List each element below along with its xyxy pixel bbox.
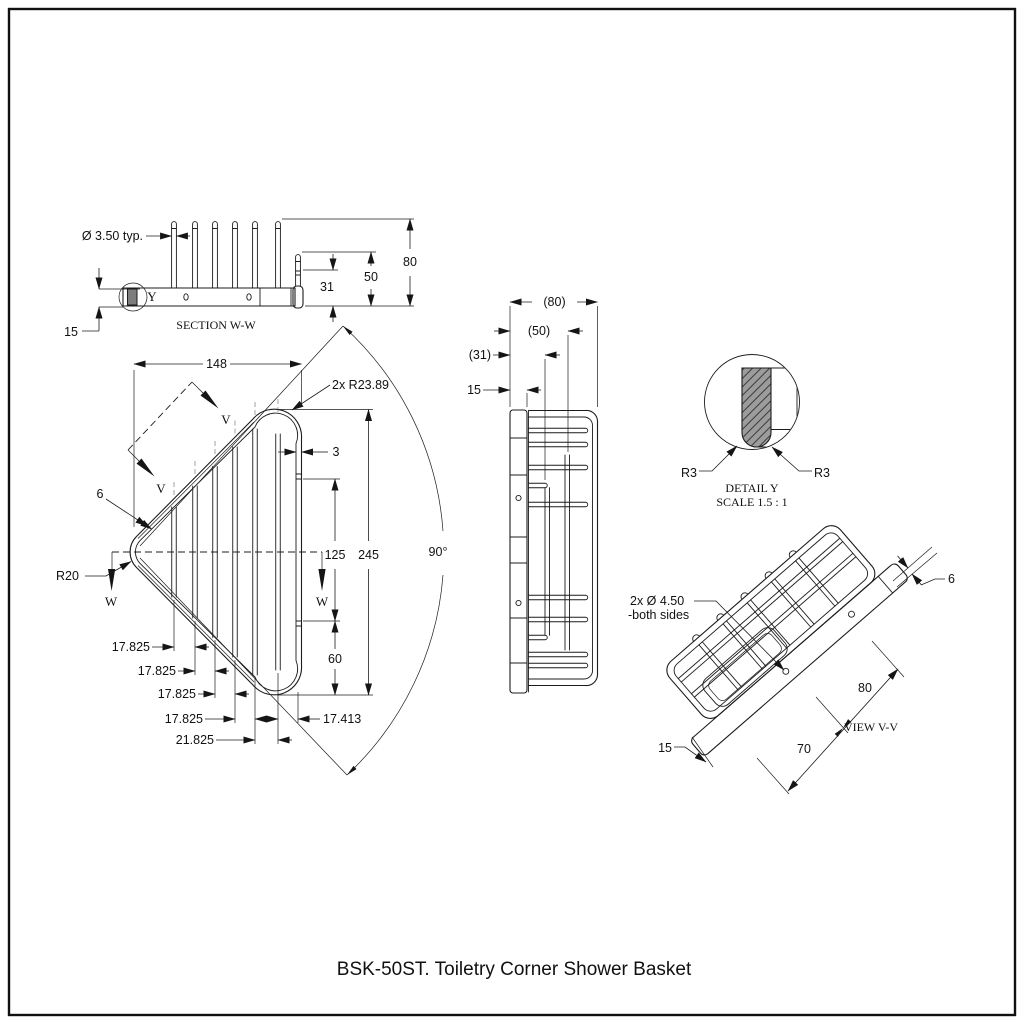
dim-60: 60: [328, 652, 342, 666]
dim-r3-right: R3: [814, 466, 830, 480]
dim-height-80: 80: [403, 255, 417, 269]
vv-holes-note-line2: -both sides: [628, 608, 690, 622]
dim-width-148: 148: [206, 357, 227, 371]
dim-end-spacing: 17.413: [323, 712, 362, 726]
section-ww-caption: SECTION W-W: [176, 318, 256, 332]
dim-r3-left: R3: [681, 466, 697, 480]
sheet-border: [9, 9, 1015, 1015]
dim-tube-6: 6: [96, 487, 104, 501]
detail-y-view: [681, 355, 830, 510]
section-ww-view: [64, 219, 417, 339]
detail-y-letter: Y: [147, 289, 157, 304]
dim-ref-31: (31): [468, 348, 491, 362]
section-letter-v-lower: V: [156, 481, 166, 496]
dim-corner-radius: 2x R23.89: [332, 378, 389, 392]
mount-hole-lower: [516, 600, 521, 605]
dim-spacing-last: 21.825: [175, 733, 214, 747]
dim-height-50: 50: [364, 270, 378, 284]
hatched-wire-section: [742, 368, 771, 447]
dim-vv-15: 15: [658, 741, 672, 755]
dim-spacing-3: 17.825: [157, 687, 196, 701]
wire-bars-side: [529, 428, 588, 668]
view-vv-caption: VIEW V-V: [843, 720, 899, 734]
basket-wires-section: [172, 222, 301, 288]
detail-y-caption: DETAIL Y: [725, 481, 779, 495]
dim-rail-15: 15: [64, 325, 78, 339]
dim-vv-70: 70: [797, 742, 811, 756]
dim-ref-50: (50): [527, 324, 551, 338]
view-vv: [628, 505, 955, 794]
dim-spacing-2: 17.825: [137, 664, 176, 678]
dim-height-31: 31: [320, 280, 334, 294]
detail-y-scale: SCALE 1.5 : 1: [716, 495, 788, 509]
dim-spacing-4: 17.825: [164, 712, 203, 726]
dim-gap-3: 3: [332, 445, 340, 459]
dim-angle-90: 90°: [428, 545, 448, 559]
dim-pin-diameter: Ø 3.50 typ.: [81, 229, 143, 243]
dim-rail-15-side: 15: [467, 383, 481, 397]
vv-hole-2: [847, 610, 855, 618]
vv-extension-lines: [692, 547, 937, 794]
vv-holes-note-line1: 2x Ø 4.50: [630, 594, 685, 608]
dim-245: 245: [358, 548, 379, 562]
rail-joints: [510, 438, 527, 663]
dim-spacing-1: 17.825: [111, 640, 150, 654]
plan-view: [56, 326, 447, 775]
dim-125: 125: [324, 548, 346, 562]
cut-wire-section: [128, 289, 138, 305]
section-letter-w-right: W: [315, 594, 329, 609]
dim-vv-6: 6: [948, 572, 955, 586]
dim-vv-80: 80: [858, 681, 872, 695]
side-view: [467, 295, 597, 693]
section-letter-v-upper: V: [221, 412, 231, 427]
dim-ref-80: (80): [543, 295, 566, 309]
dim-vertex-radius: R20: [56, 569, 79, 583]
mount-hole-upper: [516, 495, 521, 500]
section-letter-w-left: W: [104, 594, 118, 609]
handle-joints: [296, 474, 302, 626]
drawing-title: BSK-50ST. Toiletry Corner Shower Basket: [336, 959, 692, 980]
